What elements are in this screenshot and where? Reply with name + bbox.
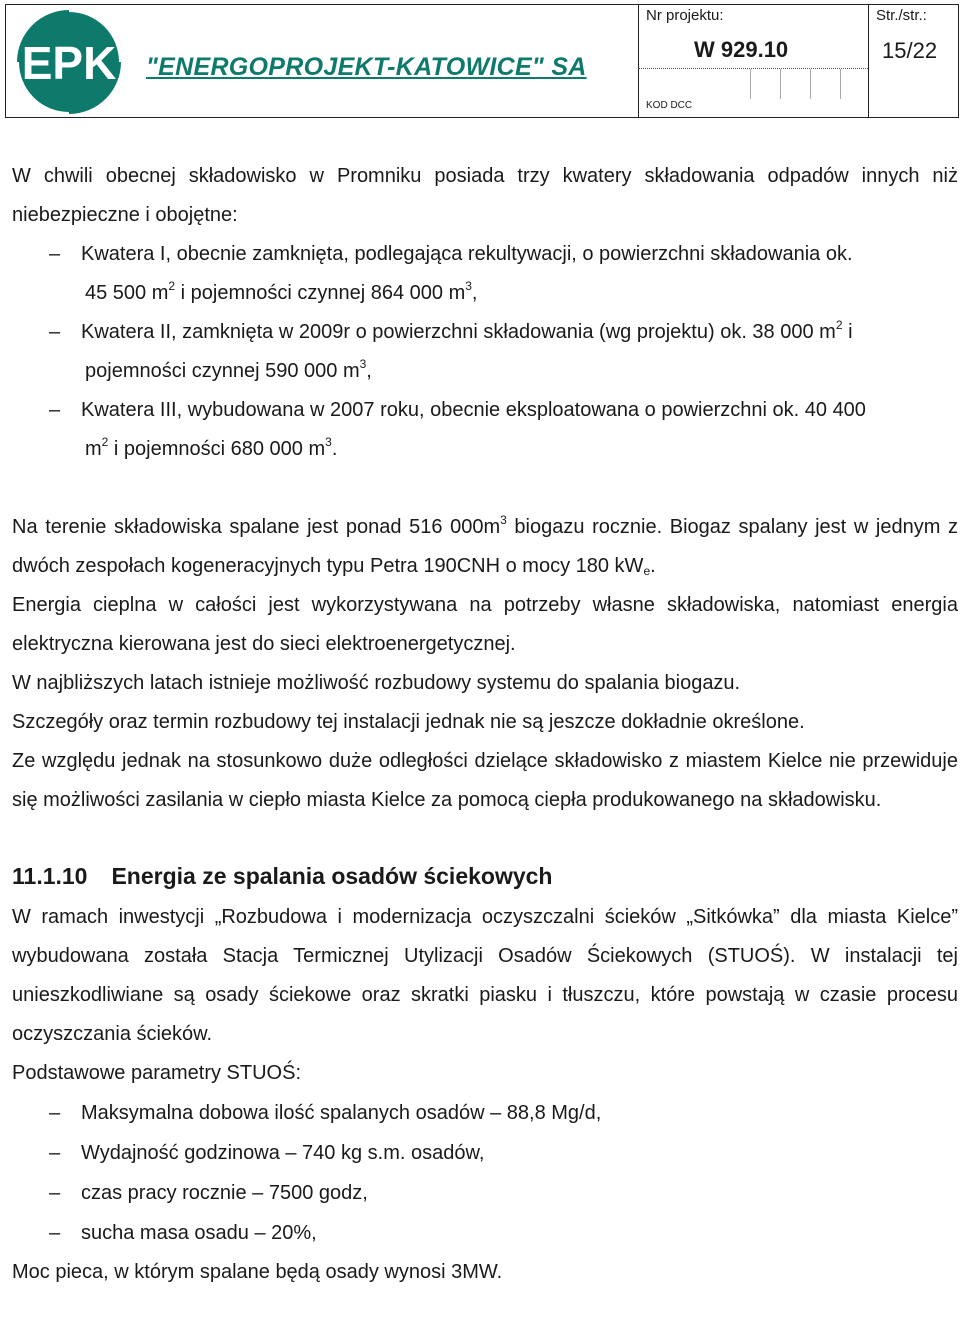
closing-paragraph: Moc pieca, w którym spalane będą osady wynosi 3MW.: [12, 1261, 503, 1283]
list-item: [12, 1093, 958, 1133]
project-cell: [638, 5, 869, 117]
heat-paragraph: Energia cieplna w całości jest wykorzystywana na potrzeby własne składowiska, natomiast energia elektryczna kierowana jest do sieci elektroenergetycznej.: [12, 594, 958, 655]
intro-paragraph: W chwili obecnej składowisko w Promniku posiada trzy kwatery składowania odpadów innych niż niebezpieczne i obojętne:: [12, 165, 958, 226]
list-item-continuation: [12, 352, 958, 391]
biogas-paragraph: [12, 508, 958, 586]
list-item-continuation: [12, 274, 958, 313]
params-intro: Podstawowe parametry STUOŚ:: [12, 1062, 301, 1084]
superscript: 3: [500, 513, 507, 527]
item-text: 45 500 m: [85, 282, 169, 304]
item-text: Kwatera I, obecnie zamknięta, podlegająca rekultywacji, o powierzchni składowania ok.: [81, 243, 853, 265]
item-text: Wydajność godzinowa – 740 kg s.m. osadów,: [81, 1142, 485, 1164]
item-text: Maksymalna dobowa ilość spalanych osadów – 88,8 Mg/d,: [81, 1102, 602, 1124]
dash-bullet: –: [49, 321, 61, 343]
superscript: 2: [168, 279, 176, 293]
superscript: 2: [101, 435, 109, 449]
dash-bullet: –: [49, 1222, 61, 1244]
item-text: czas pracy rocznie – 7500 godz,: [81, 1182, 368, 1204]
dash-bullet: –: [49, 243, 61, 265]
list-item-kwatera-3: [12, 391, 958, 430]
superscript: 2: [835, 318, 843, 332]
item-text: m: [85, 438, 102, 460]
page-label: Str./str.:: [876, 7, 927, 24]
paragraph-text: biogazu rocznie. Biogaz spalany jest w jednym z dwóch zespołach kogeneracyjnych typu Petra 190CNH o mocy 180 kW: [12, 516, 958, 577]
section-title: Energia ze spalania osadów ściekowych: [111, 863, 553, 889]
list-item-kwatera-2: [12, 313, 958, 352]
item-text: pojemności czynnej 590 000 m: [85, 360, 360, 382]
svg-text:EPK: EPK: [21, 37, 117, 89]
item-text: ,: [471, 282, 478, 304]
details-paragraph: Szczegóły oraz termin rozbudowy tej instalacji jednak nie są jeszcze dokładnie określone.: [12, 711, 805, 733]
superscript: 3: [325, 435, 332, 449]
item-text: .: [331, 438, 338, 460]
item-text: Kwatera III, wybudowana w 2007 roku, obecnie eksploatowana o powierzchni ok. 40 400: [81, 399, 866, 421]
item-text: i: [842, 321, 853, 343]
item-text: i pojemności czynnej 864 000 m: [175, 282, 466, 304]
stuos-paragraph: W ramach inwestycji „Rozbudowa i modernizacja oczyszczalni ścieków „Sitkówka” dla miasta Kielce” wybudowana została Stacja Termicznej Utylizacji Osadów Ściekowych (STUOŚ). W instalacji tej unieszkodliwiane są osady ściekowe oraz skratki piasku i tłuszczu, które powstają w czasie procesu oczyszczania ścieków.: [12, 906, 958, 1045]
list-item-kwatera-1: [12, 235, 958, 274]
list-item: [12, 1173, 958, 1213]
kod-grid: [750, 69, 868, 99]
expansion-paragraph: W najbliższych latach istnieje możliwość rozbudowy systemu do spalania biogazu.: [12, 672, 741, 694]
section-number: 11.1.10: [12, 863, 88, 889]
list-item-continuation: [12, 430, 958, 469]
page-number: 15/22: [882, 38, 938, 63]
page-cell: [868, 5, 958, 117]
list-item: [12, 1133, 958, 1173]
dash-bullet: –: [49, 1102, 61, 1124]
distance-paragraph: Ze względu jednak na stosunkowo duże odległości dzielące składowisko z miastem Kielce nie przewiduje się możliwości zasilania w ciepło miasta Kielce za pomocą ciepła produkowanego na składowisku.: [12, 750, 958, 811]
dash-bullet: –: [49, 1182, 61, 1204]
paragraph-text: Na terenie składowiska spalane jest ponad 516 000m: [12, 516, 501, 538]
item-text: sucha masa osadu – 20%,: [81, 1222, 317, 1244]
paragraph-text: .: [650, 555, 656, 577]
kod-label: KOD DCC: [646, 100, 693, 111]
item-text: i pojemności 680 000 m: [108, 438, 326, 460]
item-text: ,: [366, 360, 372, 382]
superscript: 3: [465, 279, 472, 293]
superscript: 3: [359, 357, 367, 371]
list-item: [12, 1213, 958, 1253]
document-body: [12, 157, 958, 1292]
project-label: Nr projektu:: [646, 7, 724, 24]
params-list: [12, 1093, 958, 1253]
subscript: e: [643, 564, 651, 578]
dash-bullet: –: [49, 1142, 61, 1164]
logo-cell: [6, 5, 639, 117]
document-header: [5, 4, 959, 118]
project-number: W 929.10: [694, 37, 789, 62]
section-heading: [12, 854, 958, 898]
epk-logo: [11, 6, 127, 118]
company-name: "ENERGOPROJEKT-KATOWICE" SA: [146, 53, 587, 81]
dash-bullet: –: [49, 399, 61, 421]
item-text: Kwatera II, zamknięta w 2009r o powierzchni składowania (wg projektu) ok. 38 000 m: [81, 321, 836, 343]
